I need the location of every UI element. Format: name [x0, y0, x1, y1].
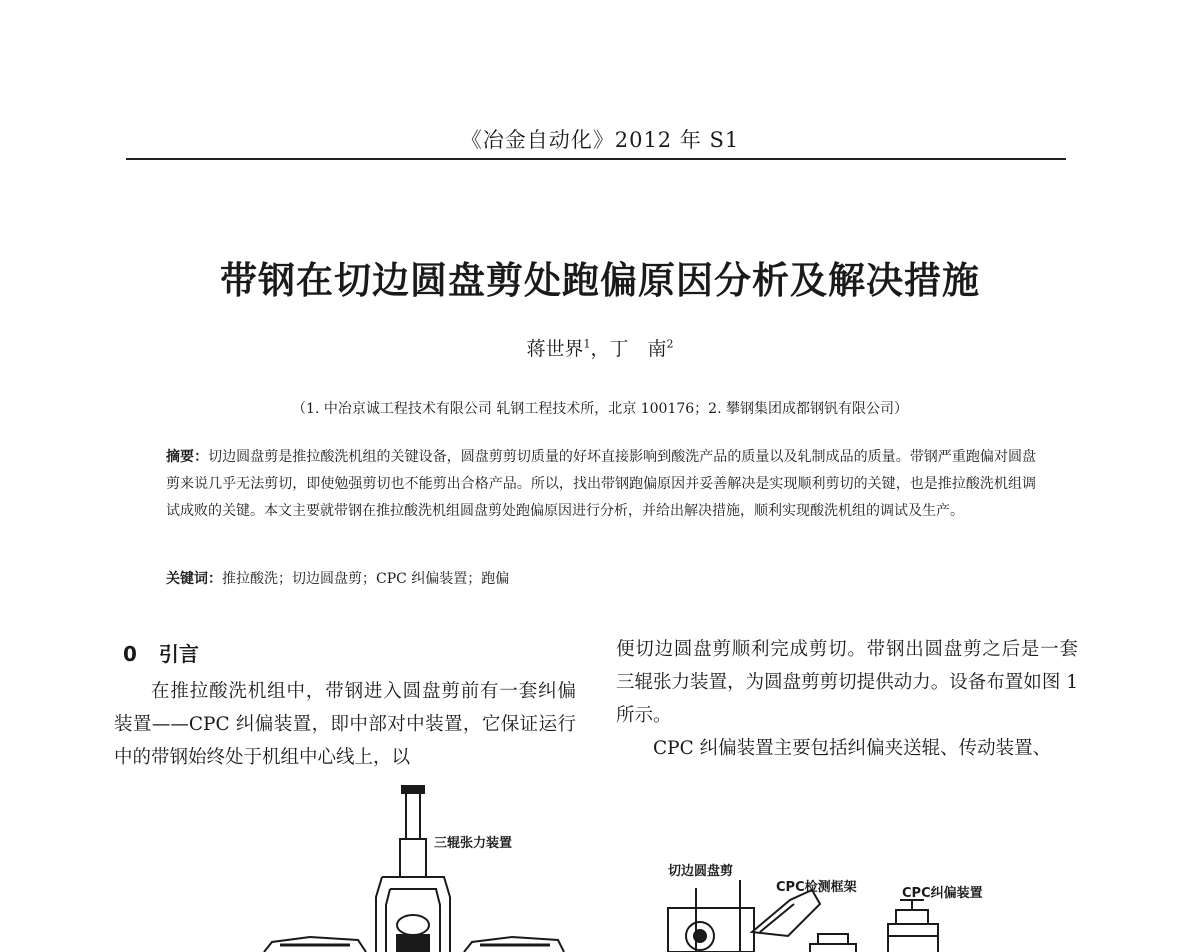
- section-number: 0: [123, 642, 137, 666]
- section-title: 引言: [158, 642, 199, 666]
- right-paragraph-2: CPC 纠偏装置主要包括纠偏夹送辊、传动装置、: [653, 738, 1052, 759]
- right-paragraph-1: 便切边圆盘剪顺利完成剪切。带钢出圆盘剪之后是一套三辊张力装置，为圆盘剪剪切提供动力。设备布置如图 1 所示。: [616, 639, 1078, 726]
- keywords-label: 关键词：: [166, 571, 222, 587]
- figure-tension-unit-drawing: [250, 785, 580, 952]
- journal-header: 《冶金自动化》2012 年 S1: [460, 128, 740, 152]
- keywords-text: 推拉酸洗；切边圆盘剪；CPC 纠偏装置；跑偏: [222, 571, 510, 587]
- label-cpc-frame: CPC检测框架: [776, 880, 857, 895]
- author-1-sup: 1: [583, 337, 591, 351]
- section-heading: [123, 638, 199, 667]
- affiliation: （1. 中冶京诚工程技术有限公司 轧钢工程技术所，北京 100176；2. 攀钢集团成都钢钒有限公司）: [292, 401, 908, 417]
- left-column: [114, 675, 576, 774]
- abstract: [166, 444, 1036, 525]
- keywords: [166, 567, 1036, 591]
- author-separator: ，: [590, 338, 610, 360]
- authors: [0, 334, 1200, 361]
- header-rule: [126, 158, 1066, 160]
- author-2-name: 丁 南: [609, 338, 667, 360]
- label-cpc-device: CPC纠偏装置: [902, 886, 983, 901]
- label-tension-unit: 三辊张力装置: [434, 836, 513, 851]
- abstract-label: 摘要：: [166, 449, 209, 465]
- author-1-name: 蒋世界: [526, 338, 584, 360]
- abstract-text: 切边圆盘剪是推拉酸洗机组的关键设备，圆盘剪剪切质量的好坏直接影响到酸洗产品的质量以及轧制成品的质量。带钢严重跑偏对圆盘剪来说几乎无法剪切，即使勉强剪切也不能剪出合格产品。所以，找出带钢跑偏原因并妥善解决是实现顺利剪切的关键，也是推拉酸洗机组调试成败的关键。本文主要就带钢在推拉酸洗机组圆盘剪处跑偏原因进行分析，并给出解决措施，顺利实现酸洗机组的调试及生产。: [166, 449, 1037, 519]
- right-column: [616, 633, 1078, 765]
- label-disc-shear: 切边圆盘剪: [668, 864, 734, 879]
- left-paragraph: 在推拉酸洗机组中，带钢进入圆盘剪前有一套纠偏装置——CPC 纠偏装置，即中部对中装置，它保证运行中的带钢始终处于机组中心线上，以: [114, 681, 576, 768]
- paper-title: 带钢在切边圆盘剪处跑偏原因分析及解决措施: [220, 259, 980, 302]
- author-2-sup: 2: [666, 337, 674, 351]
